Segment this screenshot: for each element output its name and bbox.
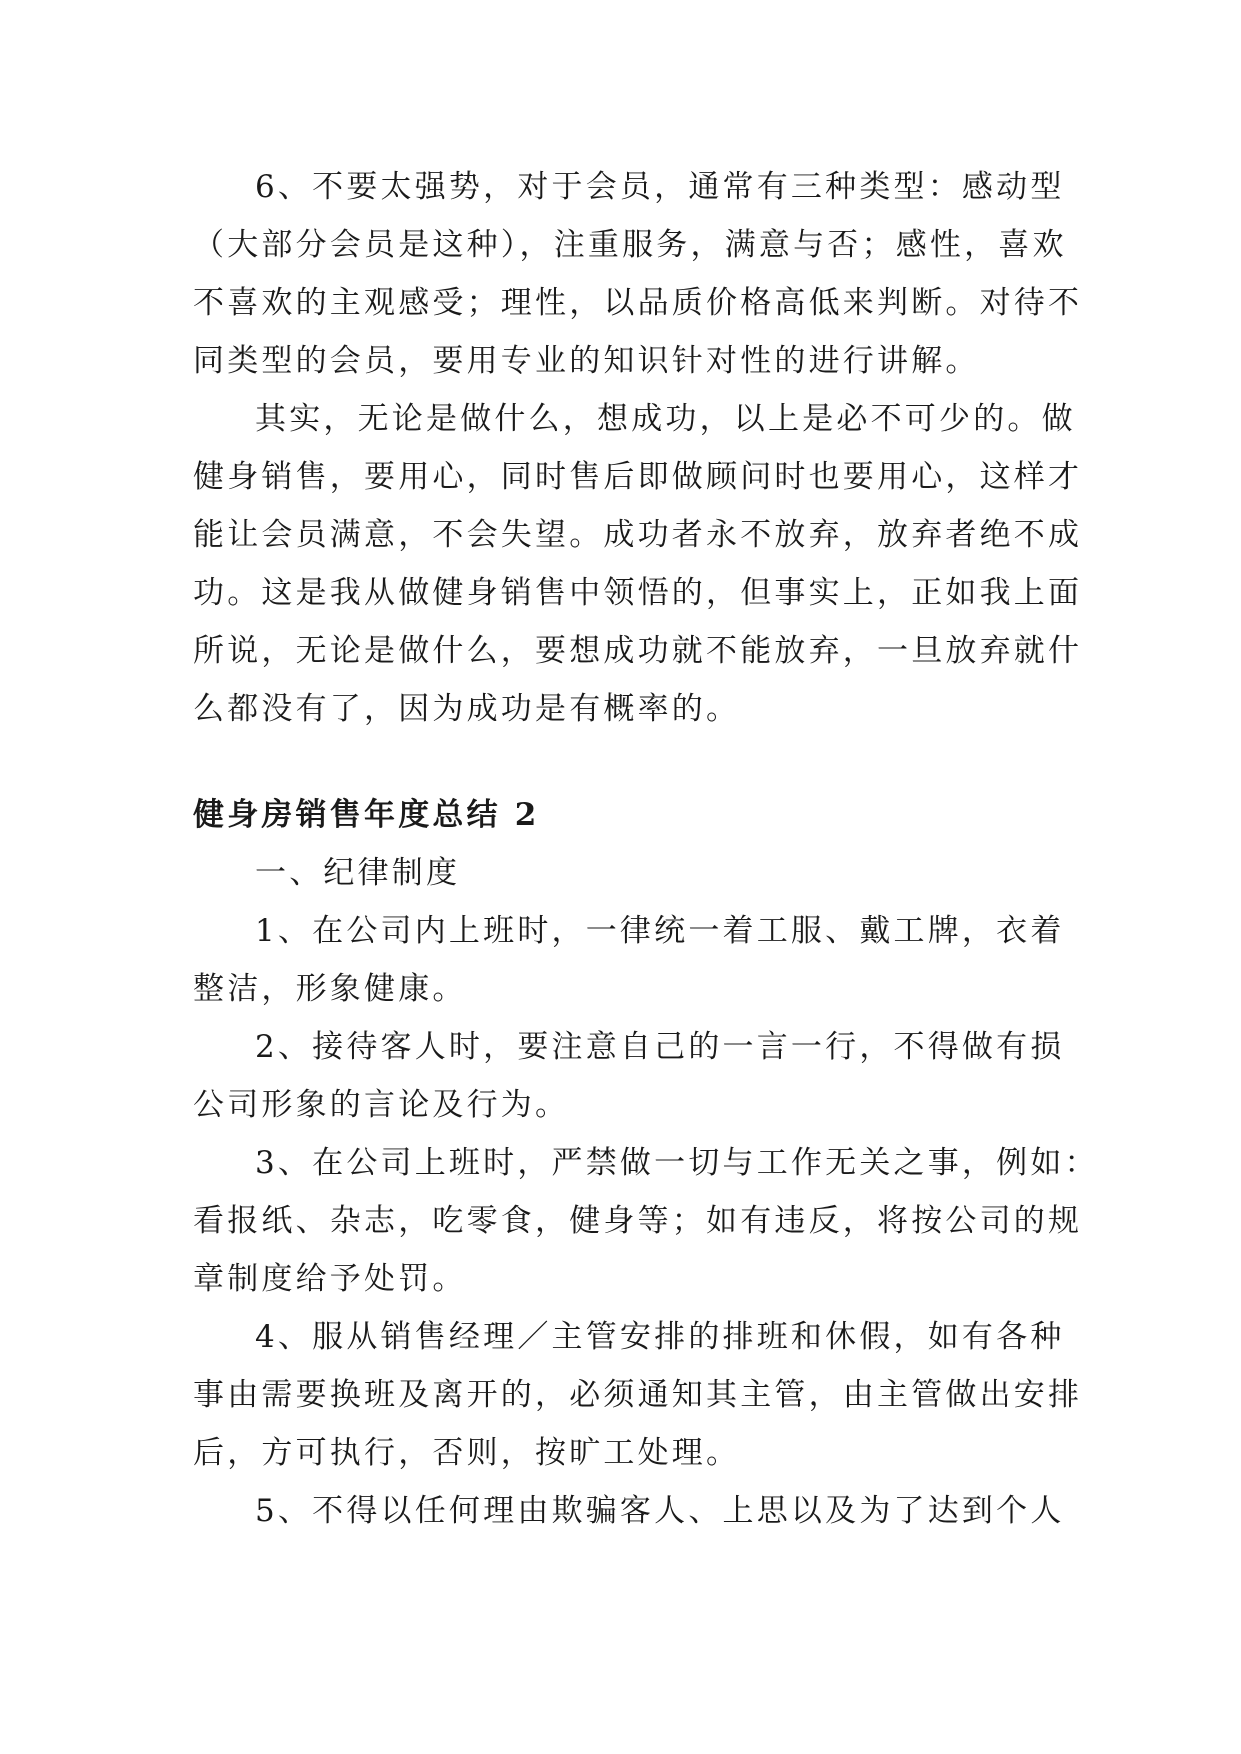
text-line: 能让会员满意，不会失望。成功者永不放弃，放弃者绝不成 [193,517,1083,553]
text-line: 其实，无论是做什么，想成功，以上是必不可少的。做 [255,401,1076,437]
text-line: 4、服从销售经理／主管安排的排班和休假，如有各种 [255,1319,1065,1355]
text-line: 2、接待客人时，要注意自己的一言一行，不得做有损 [255,1029,1065,1065]
text-line: 1、在公司内上班时，一律统一着工服、戴工牌，衣着 [255,913,1065,949]
text-line: 功。这是我从做健身销售中领悟的，但事实上，正如我上面 [193,575,1083,611]
text-line: 么都没有了，因为成功是有概率的。 [193,691,741,727]
paragraph [193,902,1065,1018]
section-title: 健身房销售年度总结 2 [193,797,540,833]
paragraph-group-top [193,158,1083,738]
text-line: 一、纪律制度 [255,855,461,891]
paragraph [193,1134,1099,1308]
subheading [193,844,1055,902]
paragraph [193,1018,1065,1134]
text-line: 6、不要太强势，对于会员，通常有三种类型：感动型 [255,169,1065,205]
paragraph [193,1482,1065,1540]
text-line: 事由需要换班及离开的，必须通知其主管，由主管做出安排 [193,1377,1083,1413]
text-line: 5、不得以任何理由欺骗客人、上思以及为了达到个人 [255,1493,1065,1529]
paragraph-group-bottom [193,902,1099,1540]
text-line: （大部分会员是这种），注重服务，满意与否；感性，喜欢 [193,227,1067,263]
text-line: 所说，无论是做什么，要想成功就不能放弃，一旦放弃就什 [193,633,1083,669]
section-spacer [193,738,1055,786]
paragraph [193,1308,1083,1482]
text-line: 公司形象的言论及行为。 [193,1087,570,1123]
text-line: 3、在公司上班时，严禁做一切与工作无关之事，例如： [255,1145,1099,1181]
paragraph [193,158,1083,390]
document-page [193,158,1099,1540]
text-line: 章制度给予处罚。 [193,1261,467,1297]
text-line: 同类型的会员，要用专业的知识针对性的进行讲解。 [193,343,980,379]
text-line: 看报纸、杂志，吃零食，健身等；如有违反，将按公司的规 [193,1203,1083,1239]
paragraph [193,390,1083,738]
text-line: 整洁，形象健康。 [193,971,467,1007]
text-line: 后，方可执行，否则，按旷工处理。 [193,1435,741,1471]
text-line: 健身销售，要用心，同时售后即做顾问时也要用心，这样才 [193,459,1083,495]
text-line: 不喜欢的主观感受；理性，以品质价格高低来判断。对待不 [193,285,1083,321]
